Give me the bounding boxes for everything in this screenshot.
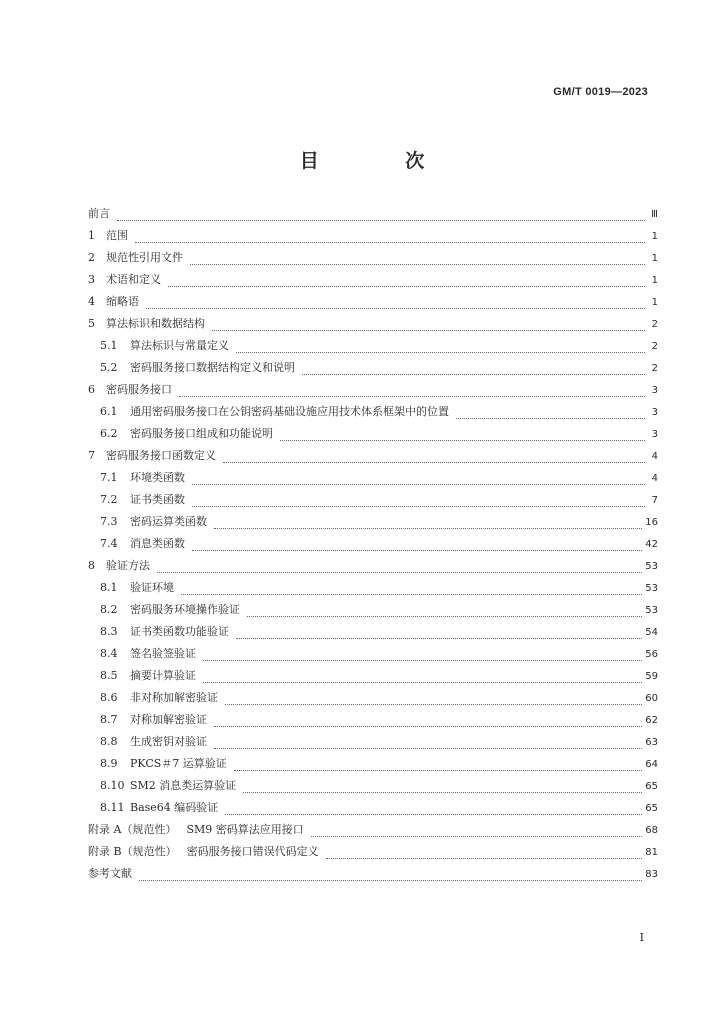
toc-entry-number: 8.6: [100, 691, 118, 704]
toc-leader-dots: [192, 506, 645, 507]
toc-entry-number: 8.3: [100, 625, 118, 638]
toc-entry[interactable]: [88, 557, 658, 579]
toc-leader-dots: [157, 572, 642, 573]
toc-entry-number: 6.2: [100, 427, 118, 440]
toc-entry[interactable]: [88, 315, 658, 337]
toc-entry-page: 60: [645, 693, 658, 704]
toc-entry-label: 规范性引用文件: [106, 251, 183, 264]
toc-entry-label: 算法标识和数据结构: [106, 317, 205, 330]
toc-entry-label: 缩略语: [106, 295, 139, 308]
toc-entry-page: 16: [645, 517, 658, 528]
toc-entry[interactable]: [88, 227, 658, 249]
toc-entry-page: 65: [645, 781, 658, 792]
toc-entry-page: 68: [645, 825, 658, 836]
toc-leader-dots: [311, 836, 643, 837]
toc-entry-label: 环境类函数: [130, 471, 185, 484]
toc-leader-dots: [214, 726, 642, 727]
toc-leader-dots: [236, 638, 642, 639]
toc-entry[interactable]: [88, 293, 658, 315]
toc-leader-dots: [179, 396, 645, 397]
toc-entry-label: 对称加解密验证: [130, 713, 207, 726]
toc-entry-number: 7: [88, 449, 95, 462]
table-of-contents: [88, 205, 658, 887]
toc-entry-number: 附录 B（规范性）: [88, 845, 177, 858]
toc-entry-label: 验证环境: [130, 581, 174, 594]
toc-entry[interactable]: [88, 381, 658, 403]
toc-entry-number: 1: [88, 229, 95, 242]
toc-entry-page: 64: [645, 759, 658, 770]
toc-entry-page: 3: [651, 407, 658, 418]
toc-entry-number: 6.1: [100, 405, 118, 418]
toc-leader-dots: [243, 792, 642, 793]
toc-entry-label: 通用密码服务接口在公钥密码基础设施应用技术体系框架中的位置: [130, 405, 449, 418]
toc-leader-dots: [203, 682, 642, 683]
toc-entry[interactable]: [88, 403, 658, 425]
toc-entry-page: 63: [645, 737, 658, 748]
toc-entry-page: 1: [651, 275, 658, 286]
toc-entry-label: 参考文献: [88, 867, 132, 880]
toc-entry-number: 8.5: [100, 669, 118, 682]
toc-entry-label: Base64 编码验证: [130, 801, 219, 814]
toc-entry[interactable]: [88, 491, 658, 513]
toc-entry-number: 8.10: [100, 779, 125, 792]
toc-entry[interactable]: [88, 645, 658, 667]
toc-entry-label: 密码服务接口: [106, 383, 172, 396]
toc-entry[interactable]: [88, 755, 658, 777]
toc-leader-dots: [192, 484, 645, 485]
toc-leader-dots: [139, 880, 642, 881]
toc-entry-number: 8.8: [100, 735, 118, 748]
page-number: Ⅰ: [639, 931, 644, 944]
toc-entry[interactable]: [88, 777, 658, 799]
toc-leader-dots: [181, 594, 642, 595]
toc-entry-number: 7.4: [100, 537, 118, 550]
toc-entry-label: 密码服务接口组成和功能说明: [130, 427, 273, 440]
toc-entry-label: 消息类函数: [130, 537, 185, 550]
toc-entry-page: 62: [645, 715, 658, 726]
toc-entry[interactable]: [88, 799, 658, 821]
toc-leader-dots: [223, 462, 645, 463]
toc-entry-label: 生成密钥对验证: [130, 735, 207, 748]
toc-entry-label: 证书类函数: [130, 493, 185, 506]
toc-entry[interactable]: [88, 601, 658, 623]
toc-entry-label: 密码服务环境操作验证: [130, 603, 240, 616]
toc-leader-dots: [326, 858, 643, 859]
toc-entry-page: 1: [651, 253, 658, 264]
toc-entry-number: 3: [88, 273, 95, 286]
toc-entry[interactable]: [88, 425, 658, 447]
toc-leader-dots: [247, 616, 642, 617]
toc-entry[interactable]: [88, 447, 658, 469]
toc-entry[interactable]: [88, 469, 658, 491]
toc-leader-dots: [117, 220, 645, 221]
toc-entry-label: 前言: [88, 207, 110, 220]
toc-entry-label: 密码服务接口数据结构定义和说明: [130, 361, 295, 374]
toc-entry-number: 7.1: [100, 471, 118, 484]
toc-entry-label: 密码运算类函数: [130, 515, 207, 528]
toc-entry[interactable]: [88, 843, 658, 865]
toc-entry-label: 术语和定义: [106, 273, 161, 286]
toc-leader-dots: [302, 374, 645, 375]
toc-entry[interactable]: [88, 865, 658, 887]
toc-entry-page: 4: [651, 473, 658, 484]
toc-entry[interactable]: [88, 337, 658, 359]
toc-entry-number: 8.1: [100, 581, 118, 594]
toc-leader-dots: [135, 242, 645, 243]
toc-entry-page: 2: [651, 363, 658, 374]
toc-entry-number: 7.2: [100, 493, 118, 506]
toc-entry-page: 65: [645, 803, 658, 814]
toc-entry-label: 范围: [106, 229, 128, 242]
toc-entry-number: 2: [88, 251, 95, 264]
toc-entry[interactable]: [88, 535, 658, 557]
toc-entry-label: 算法标识与常量定义: [130, 339, 229, 352]
toc-leader-dots: [212, 330, 645, 331]
toc-entry-page: 81: [645, 847, 658, 858]
toc-leader-dots: [203, 660, 642, 661]
toc-entry-page: 3: [651, 385, 658, 396]
toc-entry-page: 2: [651, 319, 658, 330]
toc-entry-label: SM2 消息类运算验证: [130, 779, 237, 792]
toc-entry[interactable]: [88, 733, 658, 755]
toc-entry[interactable]: [88, 623, 658, 645]
toc-entry-label: 验证方法: [106, 559, 150, 572]
standard-code: GM/T 0019—2023: [553, 86, 648, 98]
toc-entry[interactable]: [88, 513, 658, 535]
toc-entry-page: 42: [645, 539, 658, 550]
toc-leader-dots: [456, 418, 645, 419]
toc-entry-label: 签名验签验证: [130, 647, 196, 660]
toc-entry[interactable]: [88, 205, 658, 227]
toc-leader-dots: [234, 770, 642, 771]
toc-entry[interactable]: [88, 711, 658, 733]
toc-entry-label: 摘要计算验证: [130, 669, 196, 682]
toc-entry-page: Ⅲ: [651, 209, 658, 220]
toc-entry-number: 8.9: [100, 757, 118, 770]
toc-entry[interactable]: [88, 689, 658, 711]
toc-entry[interactable]: [88, 667, 658, 689]
toc-leader-dots: [225, 814, 642, 815]
toc-leader-dots: [214, 528, 642, 529]
toc-entry-number: 5: [88, 317, 95, 330]
toc-entry[interactable]: [88, 249, 658, 271]
toc-leader-dots: [168, 286, 645, 287]
toc-entry-page: 54: [645, 627, 658, 638]
toc-entry-number: 5.1: [100, 339, 118, 352]
toc-entry-page: 7: [651, 495, 658, 506]
toc-entry-number: 5.2: [100, 361, 118, 374]
toc-entry-number: 4: [88, 295, 95, 308]
toc-entry-page: 53: [645, 561, 658, 572]
toc-entry-page: 3: [651, 429, 658, 440]
toc-leader-dots: [280, 440, 645, 441]
toc-leader-dots: [192, 550, 642, 551]
toc-entry-page: 4: [651, 451, 658, 462]
toc-entry-number: 8.2: [100, 603, 118, 616]
toc-entry[interactable]: [88, 359, 658, 381]
toc-entry-label: 密码服务接口函数定义: [106, 449, 216, 462]
toc-entry-page: 1: [651, 297, 658, 308]
toc-entry-label: 密码服务接口错误代码定义: [186, 845, 319, 858]
toc-entry-page: 53: [645, 605, 658, 616]
toc-entry-number: 附录 A（规范性）: [88, 823, 177, 836]
toc-entry-label: SM9 密码算法应用接口: [186, 823, 304, 836]
toc-entry-page: 83: [645, 869, 658, 880]
toc-entry-number: 7.3: [100, 515, 118, 528]
toc-entry-label: 非对称加解密验证: [130, 691, 218, 704]
toc-entry[interactable]: [88, 271, 658, 293]
toc-entry-number: 8.4: [100, 647, 118, 660]
toc-entry-number: 8.7: [100, 713, 118, 726]
toc-entry-page: 2: [651, 341, 658, 352]
toc-entry[interactable]: [88, 821, 658, 843]
toc-leader-dots: [146, 308, 645, 309]
page-title: 目 次: [299, 150, 465, 172]
toc-leader-dots: [214, 748, 642, 749]
toc-entry-page: 59: [645, 671, 658, 682]
toc-leader-dots: [225, 704, 642, 705]
toc-entry-number: 8: [88, 559, 95, 572]
toc-entry-label: 证书类函数功能验证: [130, 625, 229, 638]
toc-entry-page: 1: [651, 231, 658, 242]
toc-entry-label: PKCS＃7 运算验证: [130, 757, 227, 770]
toc-entry-page: 53: [645, 583, 658, 594]
toc-entry-number: 6: [88, 383, 95, 396]
toc-leader-dots: [190, 264, 645, 265]
toc-entry[interactable]: [88, 579, 658, 601]
toc-leader-dots: [236, 352, 645, 353]
toc-entry-page: 56: [645, 649, 658, 660]
toc-entry-number: 8.11: [100, 801, 125, 814]
